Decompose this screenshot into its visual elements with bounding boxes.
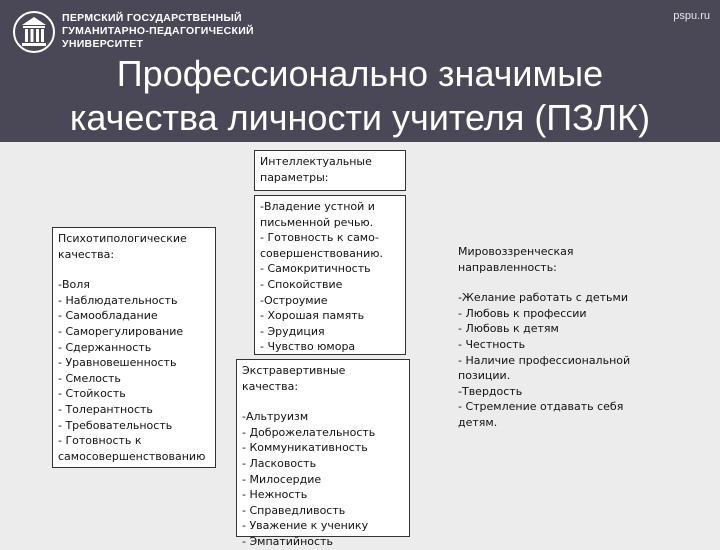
list-item: -Твердость	[458, 384, 523, 398]
list-item: - Коммуникативность	[242, 441, 368, 455]
list-item: -Альтруизм	[242, 410, 309, 424]
intellectual-heading: Интеллектуальные параметры:	[260, 155, 372, 184]
intellectual-items-box	[254, 195, 406, 355]
list-item: - Стремление отдавать себя	[458, 400, 624, 414]
list-item: - Уважение к ученику	[242, 519, 369, 533]
worldview-block	[458, 244, 648, 431]
list-item: -Воля	[58, 278, 90, 292]
list-item: - Наличие профессиональной	[458, 353, 631, 367]
list-item: совершенствованию.	[260, 246, 384, 260]
list-item: - Любовь к профессии	[458, 306, 587, 320]
intellectual-heading-box	[254, 150, 406, 191]
slide-title	[0, 52, 720, 140]
list-item: - Ласковость	[242, 456, 317, 470]
extraverted-heading: Экстравертивные качества:	[242, 364, 346, 393]
list-item: - Справедливость	[242, 503, 346, 517]
list-item: письменной речью.	[260, 215, 374, 229]
list-item: самосовершенствованию	[58, 449, 206, 463]
list-item: - Нежность	[242, 488, 308, 502]
list-item: - Самообладание	[58, 309, 158, 323]
list-item: -Остроумие	[260, 293, 328, 307]
university-name-line: ПЕРМСКИЙ ГОСУДАРСТВЕННЫЙ	[62, 12, 242, 24]
list-item: - Требовательность	[58, 418, 173, 432]
header-banner	[0, 0, 720, 142]
slide-title-line: качества личности учителя (ПЗЛК)	[69, 97, 651, 138]
list-item: - Готовность к	[58, 434, 142, 448]
university-name-line: ГУМАНИТАРНО-ПЕДАГОГИЧЕСКИЙ	[62, 25, 254, 37]
list-item: позиции.	[458, 369, 511, 383]
list-item: - Спокойствие	[260, 277, 343, 291]
list-item: - Хорошая память	[260, 309, 365, 323]
list-item: - Любовь к детям	[458, 322, 559, 336]
list-item: - Эрудиция	[260, 324, 325, 338]
list-item: - Наблюдательность	[58, 293, 178, 307]
extraverted-box	[236, 359, 410, 548]
list-item: - Готовность к само-	[260, 231, 379, 245]
list-item: - Чувство юмора	[260, 340, 356, 354]
university-name-line: УНИВЕРСИТЕТ	[62, 38, 144, 50]
worldview-heading: Мировоззренческая направленность:	[458, 245, 574, 274]
list-item: - Уравновешенность	[58, 356, 177, 370]
site-url[interactable]: pspu.ru	[673, 10, 710, 22]
list-item: - Милосердие	[242, 472, 322, 486]
list-item: - Толерантность	[58, 402, 153, 416]
list-item: - Доброжелательность	[242, 425, 376, 439]
psychotypological-heading: Психотипологические качества:	[58, 232, 187, 261]
list-item: - Саморегулирование	[58, 324, 184, 338]
list-item: - Честность	[458, 337, 526, 351]
list-item: - Самокритичность	[260, 262, 371, 276]
slide-title-line: Профессионально значимые	[116, 53, 604, 94]
university-emblem-icon	[12, 10, 56, 54]
list-item: - Стойкость	[58, 387, 126, 401]
university-name	[62, 12, 254, 51]
psychotypological-box	[52, 227, 216, 468]
list-item: - Смелость	[58, 371, 121, 385]
list-item: детям.	[458, 415, 498, 429]
list-item: - Сдержанность	[58, 340, 152, 354]
list-item: -Желание работать с детьми	[458, 291, 628, 305]
list-item: - Эмпатийность	[242, 534, 333, 548]
list-item: -Владение устной и	[260, 200, 375, 213]
